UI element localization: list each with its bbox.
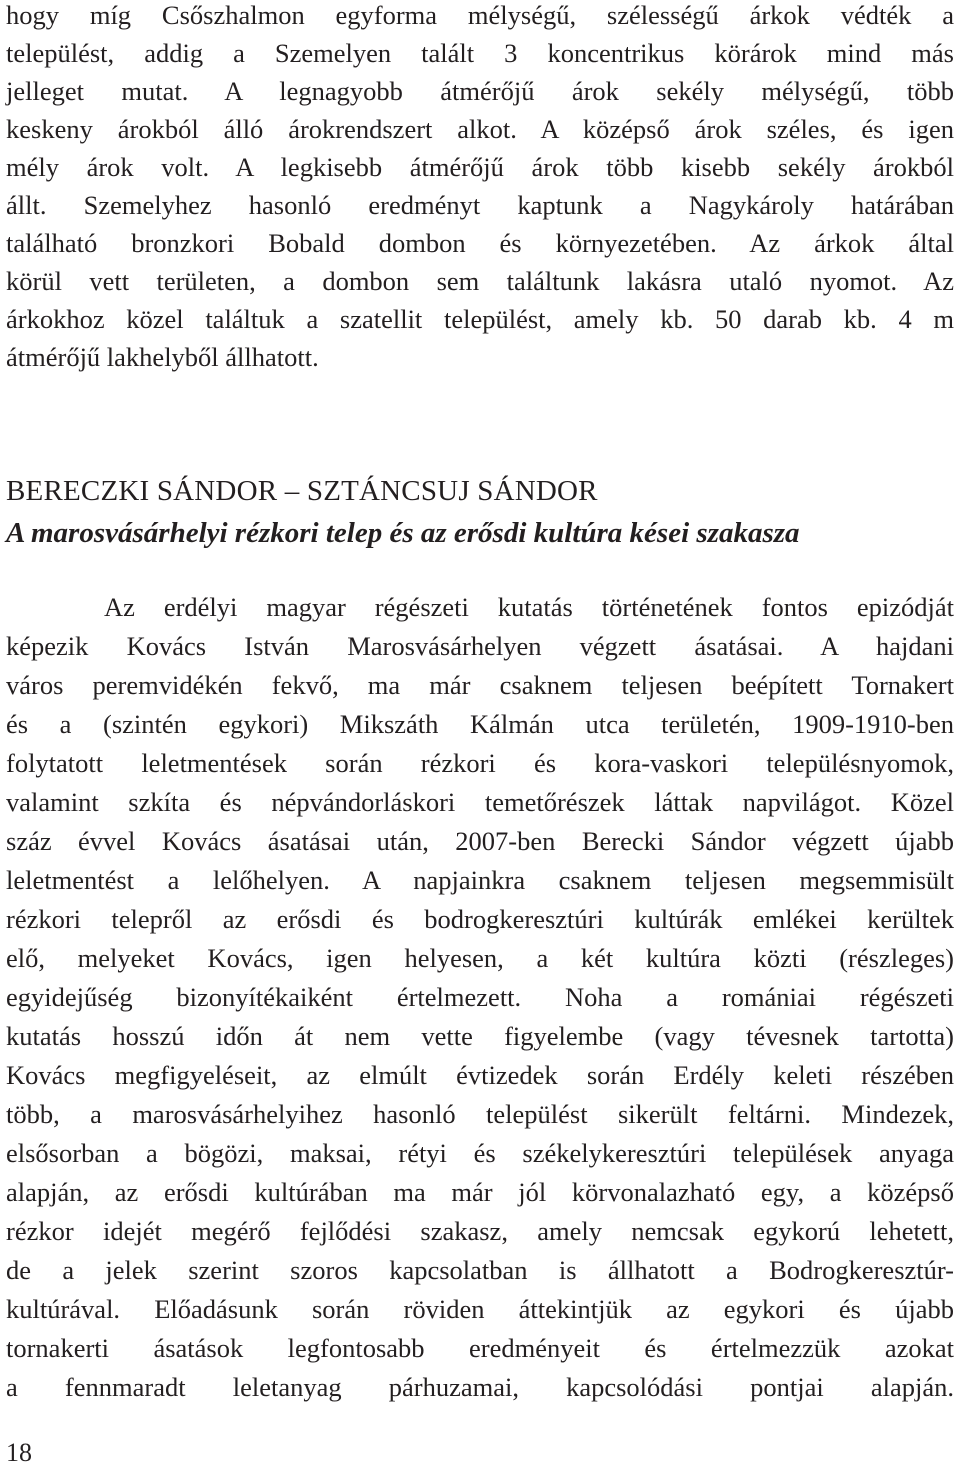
article-authors: BERECZKI SÁNDOR – SZTÁNCSUJ SÁNDOR xyxy=(6,475,598,507)
text-line: Kovács megfigyeléseit, az elmúlt évtizedek során Erdély keleti részében xyxy=(6,1060,954,1090)
text-line: képezik Kovács István Marosvásárhelyen végzett ásatásai. A hajdani xyxy=(6,631,954,661)
text-line: kutatás hosszú időn át nem vette figyelembe (vagy tévesnek tartotta) xyxy=(6,1021,954,1051)
text-line: kultúrával. Előadásunk során röviden áttekintjük az egykori és újabb xyxy=(6,1294,954,1324)
text-line: átmérőjű lakhelyből állhatott. xyxy=(6,342,319,372)
text-line: hogy míg Csőszhalmon egyforma mélységű, szélességű árkok védték a xyxy=(6,0,954,30)
text-line: valamint szkíta és népvándorláskori temetőrészek láttak napvilágot. Közel xyxy=(6,787,954,817)
text-line: keskeny árokból álló árokrendszert alkot. A középső árok széles, és igen xyxy=(6,114,954,144)
text-line: rézkori telepről az erősdi és bodrogkeresztúri kultúrák emlékei kerültek xyxy=(6,904,954,934)
text-line: körül vett területen, a dombon sem találtunk lakásra utaló nyomot. Az xyxy=(6,266,954,296)
text-line: de a jelek szerint szoros kapcsolatban is állhatott a Bodrogkeresztúr- xyxy=(6,1255,954,1285)
text-line: tornakerti ásatások legfontosabb eredményeit és értelmezzük azokat xyxy=(6,1333,954,1363)
text-line: rézkor idejét megérő fejlődési szakasz, amely nemcsak egykorú lehetett, xyxy=(6,1216,954,1246)
text-line: több, a marosvásárhelyihez hasonló települést sikerült feltárni. Mindezek, xyxy=(6,1099,954,1129)
text-line: elő, melyeket Kovács, igen helyesen, a két kultúra közti (részleges) xyxy=(6,943,954,973)
text-line: folytatott leletmentések során rézkori és kora-vaskori településnyomok, xyxy=(6,748,954,778)
text-line: Az erdélyi magyar régészeti kutatás történetének fontos epizódját xyxy=(104,592,954,622)
text-line: települést, addig a Szemelyen talált 3 koncentrikus körárok mind más xyxy=(6,38,954,68)
text-line: jelleget mutat. A legnagyobb átmérőjű árok sekély mélységű, több xyxy=(6,76,954,106)
text-line: mély árok volt. A legkisebb átmérőjű árok több kisebb sekély árokból xyxy=(6,152,954,182)
page-number: 18 xyxy=(6,1438,32,1467)
text-line: egyidejűség bizonyítékaiként értelmezett. Noha a romániai régészeti xyxy=(6,982,954,1012)
text-line: a fennmaradt leletanyag párhuzamai, kapcsolódási pontjai alapján. xyxy=(6,1372,954,1402)
text-line: elsősorban a bögözi, maksai, rétyi és székelykeresztúri települések anyaga xyxy=(6,1138,954,1168)
text-line: állt. Szemelyhez hasonló eredményt kaptunk a Nagykároly határában xyxy=(6,190,954,220)
text-line: száz évvel Kovács ásatásai után, 2007-ben Berecki Sándor végzett újabb xyxy=(6,826,954,856)
text-line: város peremvidékén fekvő, ma már csaknem teljesen beépített Tornakert xyxy=(6,670,954,700)
article-title: A marosvásárhelyi rézkori telep és az erősdi kultúra kései szakasza xyxy=(6,517,800,549)
text-line: található bronzkori Bobald dombon és környezetében. Az árkok által xyxy=(6,228,954,258)
text-line: leletmentést a lelőhelyen. A napjainkra csaknem teljesen megsemmisült xyxy=(6,865,954,895)
text-line: árkokhoz közel találtuk a szatellit települést, amely kb. 50 darab kb. 4 m xyxy=(6,304,954,334)
text-line: és a (szintén egykori) Mikszáth Kálmán utca területén, 1909-1910-ben xyxy=(6,709,954,739)
text-line: alapján, az erősdi kultúrában ma már jól körvonalazható egy, a középső xyxy=(6,1177,954,1207)
